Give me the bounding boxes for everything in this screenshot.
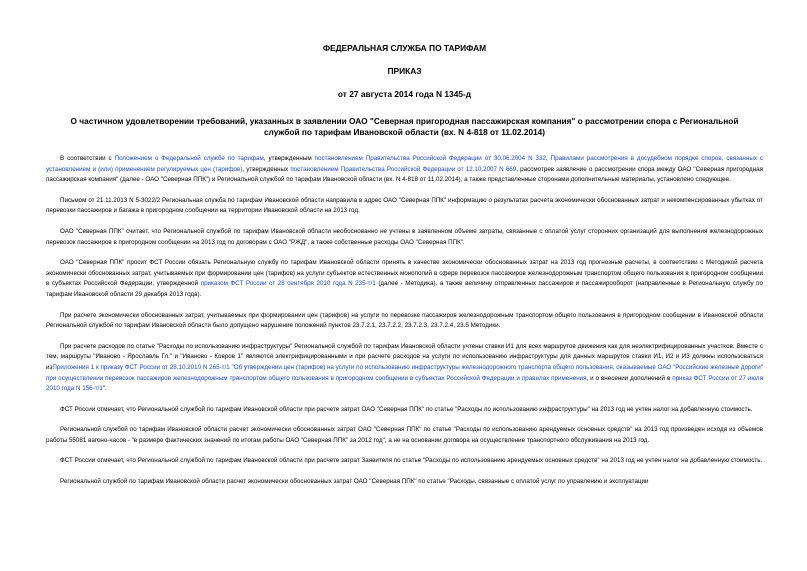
- document-link[interactable]: приказом ФСТ России от 28 сентября 2010 года N 235-т/1: [200, 280, 376, 288]
- paragraph-text: Региональной службой по тарифам Ивановской области расчет экономически обоснованных затрат ОАО "Северная ППК" по статье "Расходы, связанные с оплатой услуг по управлению и эксплуатации: [60, 478, 649, 486]
- body-paragraph: [46, 405, 763, 416]
- paragraph-text: ФСТ России отмечает, что Региональной службой по тарифам Ивановской области при расчете затрат Заявителя по статье "Расходы по использованию арендуемых основных средств" на 2013 год не учтен налог на добавленную стоимость.: [60, 457, 763, 465]
- paragraph-text: ".: [102, 385, 107, 393]
- paragraph-text: В соответствии с: [60, 155, 115, 162]
- paragraph-text: ,: [545, 155, 551, 162]
- document-title: О частичном удовлетворении требований, указанных в заявлении ОАО "Северная пригородная пассажирская компания" о рассмотрении спора с Региональной службой по тарифам Ивановской области (вх. N 4-818 от 11.02.2014): [70, 116, 739, 137]
- paragraph-text: , утвержденным: [263, 155, 315, 162]
- paragraph-text: , и о внесении дополнений в: [586, 374, 673, 382]
- document-link[interactable]: постановлением Правительства Российской Федерации от 12.10.2007 N 669: [290, 165, 517, 173]
- document-link[interactable]: Положением о Федеральной службе по тарифам: [114, 155, 264, 162]
- document-link[interactable]: приказ ФСТ России от 27 июля 2010 года N 156-т/1: [46, 374, 763, 393]
- paragraph-text: , утвержденных: [242, 165, 291, 173]
- paragraph-text: Письмом от 21.11.2013 N 5-3022/2 Региональная служба по тарифам Ивановской области направила в адрес ОАО "Северная ППК" информацию о результатах расчета экономически обоснованных затрат и некомпенсированных убытках от перевозки пассажиров и багажа в пригородном сообщении на территории Ивановской области на 2013 год.: [46, 196, 763, 215]
- document-link[interactable]: Приложения 1 к приказу ФСТ России от 28.10.2010 N 265-т/1 "Об утверждении цен (тарифов) на услуги по использованию инфраструктуры железнодорожного транспорта общего пользования, оказываемые ОАО "Российские железные дороги" при осуществлении перевозок пассажиров железнодорожным транспортом общего пользования в пригородном сообщении в субъектах Российской Федерации и правилах применения: [46, 363, 763, 382]
- paragraph-text: При расчете экономически обоснованных затрат, учитываемых при формировании цен (тарифов) на услуги по перевозке пассажиров железнодорожным транспортом общего пользования в пригородном сообщении в Ивановской области Региональной службой по тарифам Ивановской области было допущено нарушение положений пунктов 23.7.2.1, 23.7.2.2, 23.7.2.3, 23.7.2.4, 23.5 Методики.: [46, 311, 763, 330]
- paragraph-text: При расчете расходов по статье "Расходы по использованию инфраструктуры" Региональной службой по тарифам Ивановской области учтены ставки И1 для всех маршрутов движения как для неэлектрифицированных участков. Вместе с тем, маршруты "Иваново - Ярославль Гл." и "Иваново - Ковров 1" являются электрифицированными и при расчете расходов на услуги по использованию инфраструктуры для данных маршрутов ставки И1, И2 и И3 должны использоваться из: [46, 342, 763, 371]
- body-paragraph: [46, 154, 763, 186]
- body-paragraph: [46, 227, 763, 248]
- paragraph-text: , рассмотрев заявление о рассмотрении спора между ОАО "Северная пригородная пассажирская компания" (далее - ОАО "Северная ППК") и Региональной службой по тарифам Ивановской области (вх. N 4-818 от 11.02.2014), а также представленные сторонами дополнительные материалы, установлено следующее.: [46, 165, 764, 184]
- paragraph-text: ОАО "Северная ППК" считает, что Региональной службой по тарифам Ивановской области необоснованно не учтены в заявленном объеме затраты, связанные с оплатой услуг сторонних организаций для выполнения железнодорожных перевозок пассажиров в пригородном сообщении на 2013 год по договорам с ОАО "РЖД", а также собственные расходы ОАО "Северная ППК".: [46, 227, 763, 246]
- agency-heading: ФЕДЕРАЛЬНАЯ СЛУЖБА ПО ТАРИФАМ: [322, 43, 487, 53]
- paragraph-text: Региональной службой по тарифам Ивановской области расчет экономически обоснованных затрат ОАО "Северная ППК" по статье "Расходы по использованию арендуемых основных средств" на 2013 год произведен исходя из объемов работы 55081 вагоно-часов - "в размере фактических значений по итогам работы ОАО "Северная ППК" за 2012 год", а не на основании договора на осуществление транспортного обслуживания на 2013 год.: [46, 426, 763, 444]
- document-link[interactable]: Правилами рассмотрения в досудебном порядке споров, связанных с установлением и (или) применением регулируемых цен (тарифов): [46, 155, 764, 173]
- body-paragraph: [46, 342, 763, 395]
- body-paragraph: [46, 477, 763, 488]
- document-date-number: от 27 августа 2014 года N 1345-д: [337, 89, 472, 99]
- body-paragraph: [46, 456, 763, 467]
- body-paragraph: [46, 311, 763, 332]
- body-paragraph: [46, 258, 763, 300]
- body-paragraph: [46, 425, 763, 446]
- document-body: [46, 154, 763, 488]
- paragraph-text: ОАО "Северная ППК" просит ФСТ России обязать Региональную службу по тарифам Ивановской области принять в качестве экономически обоснованных затрат на 2013 год прогнозные расчеты, в соответствии с Методикой расчета экономически обоснованных затрат, учитываемых при формировании цен (тарифов) на услуги субъектов естественных монополий в сфере перевозок пассажиров железнодорожным транспортом общего пользования в пригородном сообщении в субъектах Российской Федерации, утвержденной: [46, 259, 763, 288]
- paragraph-text: (далее - Методика), а также величину отправленных пассажиров и пассажирооборот (направленные в Региональную службу по тарифам Ивановской области 29 декабря 2013 года).: [46, 280, 764, 298]
- paragraph-text: ФСТ России отмечает, что Региональной службой по тарифам Ивановской области при расчете затрат ОАО "Северная ППК" по статье "Расходы по использованию инфраструктуры" на 2013 год не учтен налог на добавленную стоимость.: [60, 405, 753, 413]
- body-paragraph: [46, 196, 763, 217]
- document-link[interactable]: постановлением Правительства Российской Федерации от 30.06.2004 N 332: [314, 155, 546, 162]
- document-type-heading: ПРИКАЗ: [387, 66, 422, 76]
